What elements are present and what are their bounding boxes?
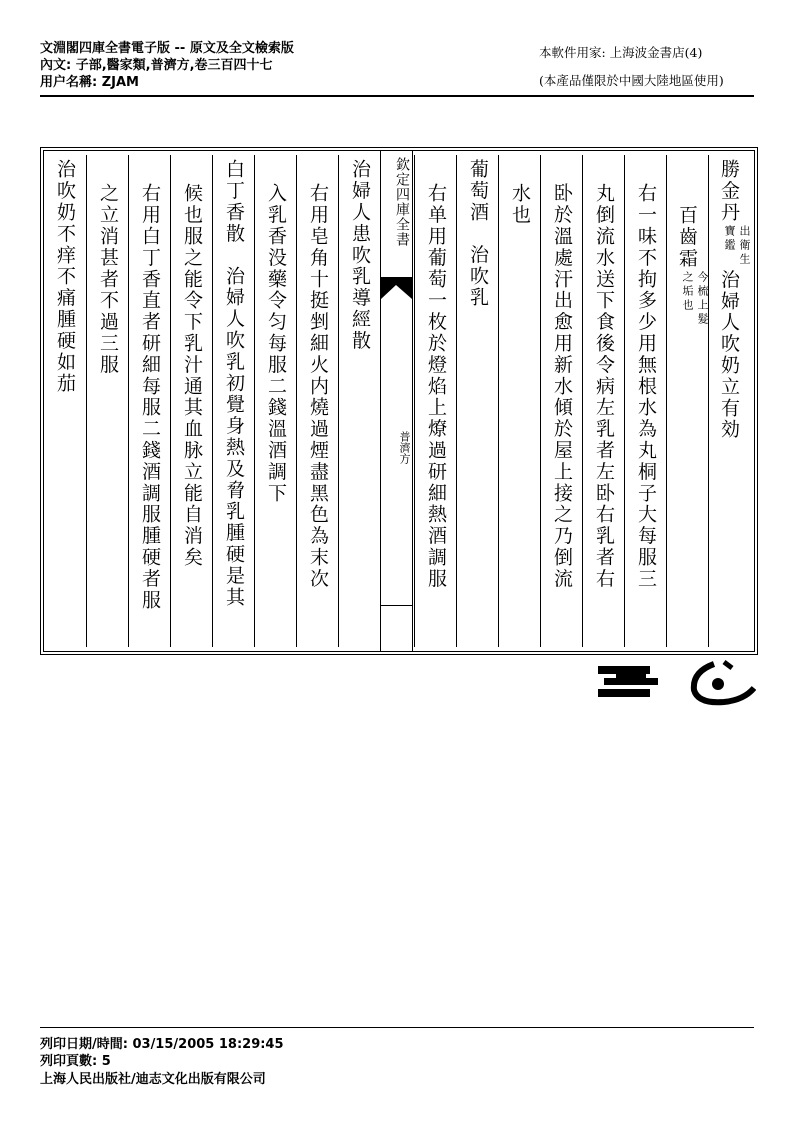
content-path: 內文: 子部,醫家類,普濟方,卷三百四十七: [40, 58, 273, 73]
text-column: [498, 155, 541, 647]
fishtail-mark-icon: [381, 277, 412, 301]
collection-title: 欽定四庫全書: [394, 157, 410, 247]
column-text: 候也服之能令下乳汁通其血脉立能自消矣: [181, 183, 203, 569]
column-text: 右用皂角十挺剉細火内燒過煙盡黑色為末次: [307, 183, 329, 590]
recipe-title: 白丁香散: [223, 159, 245, 245]
strip-divider: [381, 605, 412, 606]
recipe-title: 勝金丹: [718, 159, 740, 224]
recipe-title: 葡萄酒: [467, 159, 489, 224]
print-datetime: 列印日期/時間: 03/15/2005 18:29:45: [40, 1037, 284, 1052]
text-column: [44, 155, 86, 647]
text-frame: [40, 147, 758, 655]
annotation-note: 今梳上髮 之垢也: [681, 271, 709, 328]
print-pages: 列印頁數: 5: [40, 1054, 111, 1069]
text-column: [338, 155, 381, 647]
source-note: 出衛生 寶鑑: [723, 225, 751, 268]
column-text: 右用白丁香直者研細每服二錢酒調服腫硬者服: [139, 183, 161, 611]
footer-divider: [40, 1027, 754, 1028]
column-text: 右单用葡萄一枚於燈焰上燎過研細熱酒調服: [425, 183, 447, 590]
text-column: [86, 155, 129, 647]
column-text: 右一味不拘多少用無根水為丸桐子大每服三: [635, 183, 657, 590]
text-column: [540, 155, 583, 647]
text-column: [296, 155, 339, 647]
recipe-title: 治婦人患吹乳導經散: [349, 159, 371, 352]
text-column: [666, 155, 709, 647]
recipe-title: 治吹奶不痒不痛腫硬如茄: [54, 159, 76, 395]
licensee: 本軟件用家: 上海波金書店(4): [539, 45, 703, 60]
column-text: 之立消甚者不過三服: [97, 183, 119, 376]
center-fold-strip: [380, 151, 413, 651]
text-column: [212, 155, 255, 647]
publisher-seal-icon: [596, 660, 756, 708]
text-column: [414, 155, 457, 647]
text-column: [624, 155, 667, 647]
column-text: 入乳香没藥令匀每服二錢溫酒調下: [265, 183, 287, 504]
book-title: 普濟方: [398, 431, 411, 464]
text-column: [456, 155, 499, 647]
column-text: 治吹乳: [467, 244, 489, 309]
header-divider: [40, 95, 754, 97]
column-text: 卧於溫處汗出愈用新水傾於屋上接之乃倒流: [551, 183, 573, 590]
text-column: [708, 155, 751, 647]
column-text: 丸倒流水送下食後令病左乳者左卧右乳者右: [593, 183, 615, 590]
text-column: [128, 155, 171, 647]
column-text: 治婦人吹乳初覺身熱及脅乳腫硬是其: [223, 265, 245, 609]
column-text: 水也: [509, 183, 531, 226]
user-name: 用户名稱: ZJAM: [40, 75, 139, 90]
publisher: 上海人民出版社/迪志文化出版有限公司: [40, 1072, 266, 1087]
text-column: [170, 155, 213, 647]
column-text: 治婦人吹奶立有効: [718, 269, 740, 441]
usage-restriction: (本產品僅限於中國大陸地區使用): [539, 73, 724, 88]
app-title: 文淵閣四庫全書電子版 -- 原文及全文檢索版: [40, 41, 294, 56]
text-column: [254, 155, 297, 647]
recipe-title: 百齒霜: [676, 205, 698, 270]
text-column: [582, 155, 625, 647]
